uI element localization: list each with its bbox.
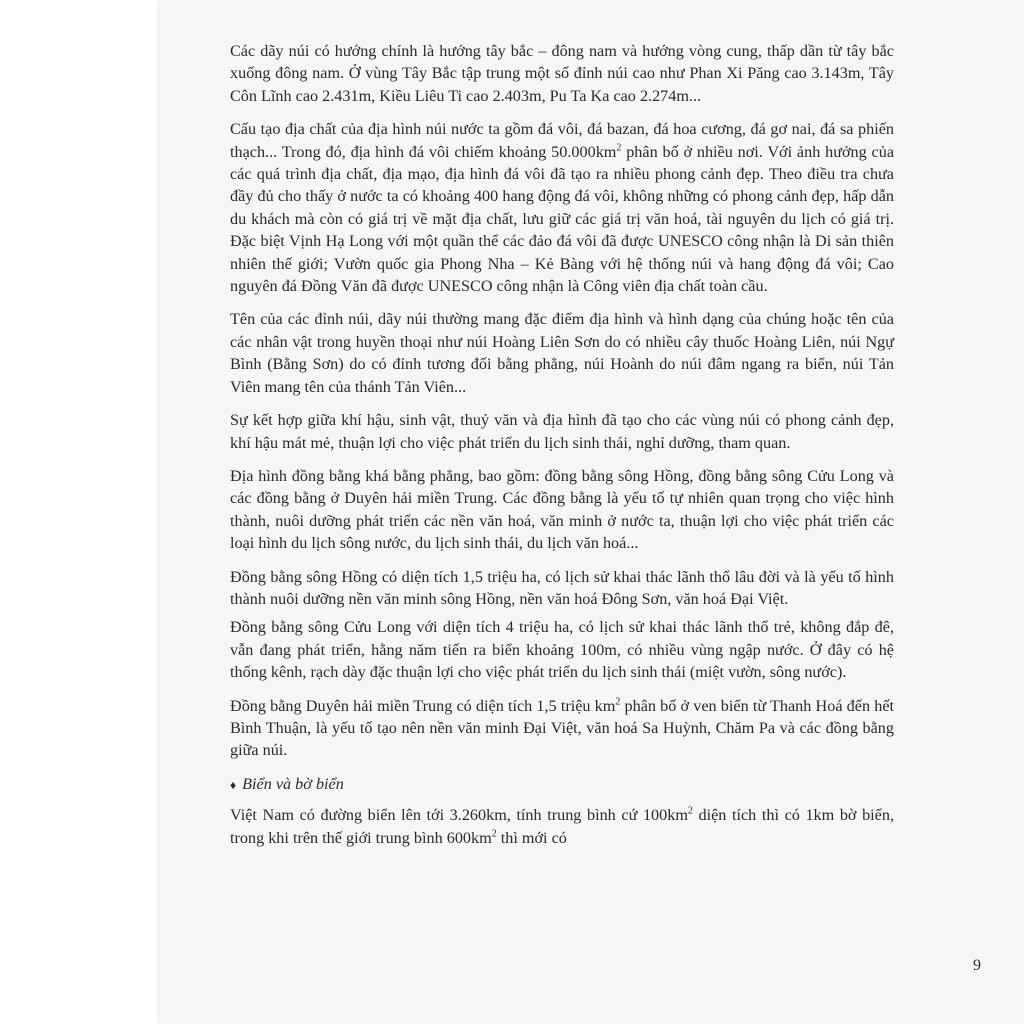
- page-number: 9: [973, 957, 981, 974]
- paragraph-central-coast: [230, 695, 894, 762]
- page-content: [230, 40, 894, 860]
- diamond-bullet-icon: ♦: [230, 777, 237, 792]
- paragraph-text-cont: diện tích thì có 1km bờ biển, trong khi trên thế giới trung bình 600km: [230, 806, 895, 847]
- paragraph-combination: [230, 409, 894, 454]
- paragraph-text: Đồng bằng sông Cửu Long với diện tích 4 triệu ha, có lịch sử khai thác lãnh thổ trẻ, không đắp đê, vẫn đang phát triển, hằng năm tiến ra biển khoảng 100m, có nhiều vùng ngập nước. Ở đây có hệ thống kênh, rạch dày đặc thuận lợi cho việc phát triển du lịch sinh thái (miệt vườn, sông nước).: [230, 618, 894, 682]
- paragraph-text: Việt Nam có đường biển lên tới 3.260km, tính trung bình cứ 100km: [230, 806, 688, 825]
- section-title: Biển và bờ biển: [242, 774, 344, 793]
- book-page: [160, 0, 1024, 1024]
- paragraph-text-cont: phân bố ở ven biển từ Thanh Hoá đến hết Bình Thuận, là yếu tố tạo nên nền văn minh Đại Việt, văn hoá Sa Huỳnh, Chăm Pa và các đồng bằng giữa núi.: [230, 696, 894, 760]
- paragraph-mountain-names: [230, 308, 894, 398]
- paragraph-text: Sự kết hợp giữa khí hậu, sinh vật, thuỷ văn và địa hình đã tạo cho các vùng núi có phong cảnh đẹp, khí hậu mát mẻ, thuận lợi cho việc phát triển du lịch sinh thái, nghỉ dưỡng, tham quan.: [230, 411, 894, 452]
- superscript-2: 2: [491, 828, 497, 840]
- paragraph-text: Tên của các đỉnh núi, dãy núi thường mang đặc điểm địa hình và hình dạng của chúng hoặc tên của các nhân vật trong huyền thoại như núi Hoàng Liên Sơn do có nhiều cây thuốc Hoàng Liên, núi Ngự Bình (Bằng Sơn) do có đỉnh tương đối bằng phẳng, núi Hoành do núi đâm ngang ra biển, núi Tản Viên mang tên của thánh Tản Viên...: [230, 310, 894, 396]
- paragraph-text: Cấu tạo địa chất của địa hình núi nước ta gồm đá vôi, đá bazan, đá hoa cương, đá gơ nai, đá sa phiến thạch... Trong đó, địa hình đá vôi chiếm khoảng 50.000km: [230, 120, 894, 161]
- superscript-2: 2: [616, 142, 622, 154]
- paragraph-text: Các dãy núi có hướng chính là hướng tây bắc – đông nam và hướng vòng cung, thấp dần từ tây bắc xuống đông nam. Ở vùng Tây Bắc tập trung một số đỉnh núi cao như Phan Xi Păng cao 3.143m, Tây Côn Lĩnh cao 2.431m, Kiều Liêu Ti cao 2.403m, Pu Ta Ka cao 2.274m...: [230, 42, 894, 105]
- paragraph-text: Đồng bằng sông Hồng có diện tích 1,5 triệu ha, có lịch sử khai thác lãnh thổ lâu đời và là yếu tố hình thành nuôi dưỡng nền văn minh sông Hồng, nền văn hoá Đông Sơn, văn hoá Đại Việt.: [230, 567, 894, 608]
- section-heading-sea: [230, 773, 894, 796]
- paragraph-text-cont: phân bố ở nhiều nơi. Với ảnh hưởng của các quá trình địa chất, địa mạo, địa hình đá vôi đã tạo ra nhiều phong cảnh đẹp. Theo điều tra chưa đầy đủ cho thấy ở nước ta có khoảng 400 hang động đá vôi, không những có phong cảnh đẹp, hấp dẫn du khách mà còn có giá trị về mặt địa chất, lưu giữ các giá trị văn hoá, tài nguyên du lịch có giá trị. Đặc biệt Vịnh Hạ Long với một quần thể các đảo đá vôi đã được UNESCO công nhận là Di sản thiên nhiên thế giới; Vườn quốc gia Phong Nha – Kẻ Bàng với hệ thống núi và hang động đá vôi; Cao nguyên đá Đồng Văn đã được UNESCO công nhận là Công viên địa chất toàn cầu.: [230, 142, 894, 296]
- paragraph-plains: [230, 465, 894, 555]
- superscript-2: 2: [615, 696, 621, 708]
- paragraph-mountain-ranges: [230, 40, 894, 107]
- paragraph-red-river-delta: [230, 566, 894, 611]
- paragraph-text: Địa hình đồng bằng khá bằng phẳng, bao gồm: đồng bằng sông Hồng, đồng bằng sông Cửu Long và các đồng bằng ở Duyên hải miền Trung. Các đồng bằng là yếu tố tự nhiên quan trọng cho việc hình thành, nuôi dưỡng phát triển các nền văn hoá, văn minh ở nước ta, thuận lợi cho việc phát triển các loại hình du lịch sông nước, du lịch sinh thái, du lịch văn hoá...: [230, 466, 894, 553]
- paragraph-text: Đồng bằng Duyên hải miền Trung có diện tích 1,5 triệu km: [230, 696, 616, 715]
- paragraph-mekong-delta: [230, 616, 894, 683]
- paragraph-coastline: [230, 804, 894, 849]
- superscript-2: 2: [687, 805, 693, 817]
- paragraph-text-cont: thì mới có: [496, 828, 567, 847]
- paragraph-geology: [230, 118, 894, 297]
